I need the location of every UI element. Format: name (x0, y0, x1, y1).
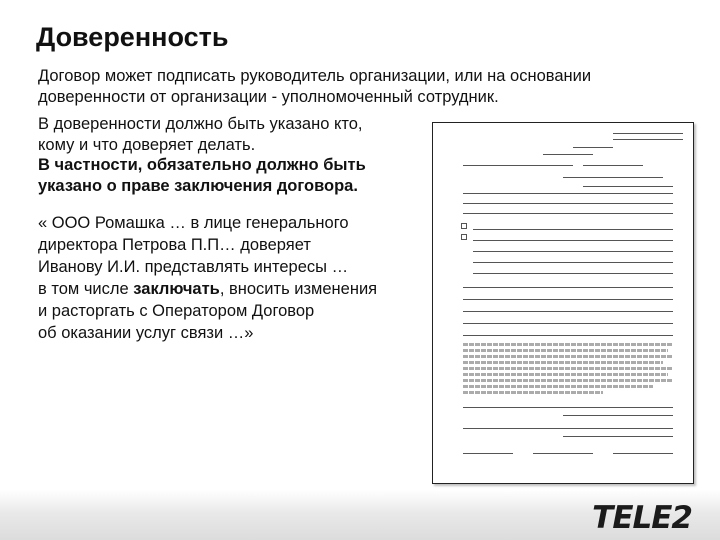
form-text-line (463, 367, 673, 370)
form-rule (613, 133, 683, 134)
form-text-line (463, 385, 653, 388)
form-rule (573, 147, 613, 148)
form-rule (613, 453, 673, 454)
emphasis-line: указано о праве заключения договора. (38, 176, 358, 195)
form-rule (583, 165, 643, 166)
form-rule (463, 193, 673, 194)
example-line (38, 278, 428, 300)
intro-line: доверенности от организации - уполномоченный сотрудник. (38, 88, 499, 106)
form-rule (463, 335, 673, 336)
form-rule (543, 154, 593, 155)
form-rule (563, 177, 663, 178)
form-rule (473, 262, 673, 263)
form-rule (463, 165, 573, 166)
form-text-line (463, 391, 603, 394)
form-rule (463, 453, 513, 454)
form-text-line (463, 343, 673, 346)
form-rule (473, 251, 673, 252)
form-rule (463, 203, 673, 204)
example-text: в том числе (38, 280, 134, 298)
form-rule (563, 415, 673, 416)
form-text-line (463, 379, 673, 382)
form-rule (463, 311, 673, 312)
example-text: , вносить изменения (219, 280, 378, 298)
form-text-line (463, 355, 673, 358)
form-rule (473, 273, 673, 274)
form-text-line (463, 361, 663, 364)
form-rule (583, 186, 673, 187)
form-checkbox (461, 223, 467, 229)
form-rule (473, 229, 673, 230)
example-line: Иванову И.И. представлять интересы … (38, 258, 349, 276)
example-line: « ООО Ромашка … в лице генерального (38, 214, 349, 232)
tele2-logo: TELE2 (592, 500, 692, 536)
form-rule (463, 287, 673, 288)
example-line: и расторгать с Оператором Договор (38, 302, 315, 320)
power-of-attorney-form-image (432, 122, 694, 484)
requirement-line: кому и что доверяет делать. (38, 135, 256, 154)
example-quote (38, 212, 428, 344)
intro-paragraph (38, 66, 688, 108)
form-rule (463, 213, 673, 214)
form-rule (563, 436, 673, 437)
form-text-line (463, 349, 668, 352)
form-checkbox (461, 234, 467, 240)
form-rule (473, 240, 673, 241)
intro-line: Договор может подписать руководитель организации, или на основании (38, 67, 592, 85)
example-line: директора Петрова П.П… доверяет (38, 236, 311, 254)
form-rule (463, 407, 673, 408)
example-line: об оказании услуг связи …» (38, 324, 254, 342)
emphasis-line: В частности, обязательно должно быть (38, 156, 366, 174)
form-rule (533, 453, 593, 454)
form-rule (613, 139, 683, 140)
page-title: Доверенность (36, 22, 229, 52)
requirements-paragraph (38, 114, 428, 196)
example-keyword: заключать (133, 280, 220, 298)
form-rule (463, 323, 673, 324)
form-text-line (463, 373, 668, 376)
requirement-line: В доверенности должно быть указано кто, (38, 115, 363, 133)
form-rule (463, 299, 673, 300)
form-rule (463, 428, 673, 429)
